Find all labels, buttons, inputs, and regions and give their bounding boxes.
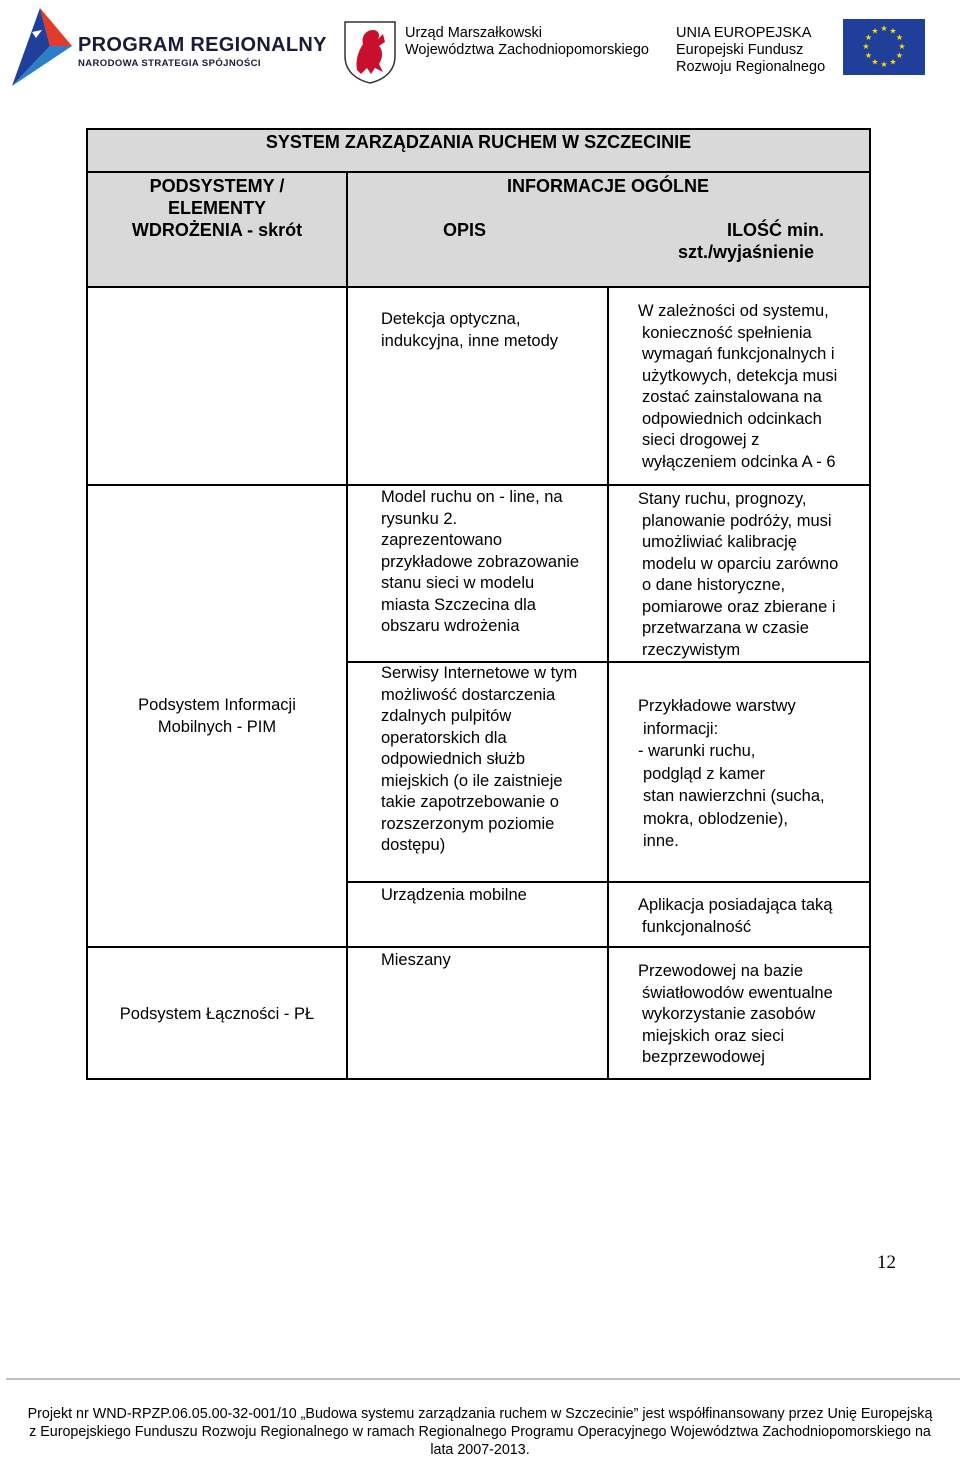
footer-divider xyxy=(6,1378,960,1380)
svg-text:★: ★ xyxy=(862,42,870,51)
griffin-coat-of-arms xyxy=(343,20,397,84)
svg-text:★: ★ xyxy=(895,51,904,60)
svg-text:★: ★ xyxy=(871,57,879,67)
internet-services-ilosc: Przykładowe warstwy informacji: - warunki ruchu, podgląd z kamer stan nawierzchni (sucha, mokra, oblodzenie), inne. xyxy=(638,697,825,850)
svg-text:★: ★ xyxy=(880,24,888,33)
border xyxy=(347,881,871,883)
pl-ilosc: Przewodowej na bazie światłowodów ewentualne wykorzystanie zasobów miejskich oraz sieci bezprzewodowej xyxy=(638,962,833,1066)
footer-text xyxy=(0,1405,960,1459)
ue-line1: UNIA EUROPEJSKA xyxy=(676,25,812,41)
program-regionalny-logo xyxy=(6,6,336,90)
traffic-model-opis: Model ruchu on - line, na rysunku 2. zaprezentowano przykładowe zobrazowanie stanu sieci w modelu miasta Szczecina dla obszaru wdrożenia xyxy=(381,488,580,635)
svg-text:★: ★ xyxy=(895,33,904,42)
pim-label: Podsystem Informacji Mobilnych - PIM xyxy=(138,696,296,736)
footer-line2: z Europejskiego Funduszu Rozwoju Regionalnego w ramach Regionalnego Programu Operacyjnego Województwa Zachodniopomorskiego na xyxy=(29,1424,931,1440)
mobile-devices-opis: Urządzenia mobilne xyxy=(381,886,527,904)
traffic-model-ilosc: Stany ruchu, prognozy, planowanie podróży, musi umożliwiać kalibrację modelu w oparciu zarówno o dane historyczne, pomiarowe oraz zbierane i przetwarzana w czasie rzeczywistym xyxy=(638,490,839,659)
svg-text:★: ★ xyxy=(898,42,906,51)
ue-line3: Rozwoju Regionalnego xyxy=(676,59,826,75)
detection-ilosc: W zależności od systemu, konieczność spełnienia wymagań funkcjonalnych i użytkowych, detekcja musi zostać zainstalowana na odpowiednich odcinkach sieci drogowej z wyłączeniem odcinka A - 6 xyxy=(638,302,838,471)
border xyxy=(86,484,871,486)
border xyxy=(869,128,871,1080)
program-title: PROGRAM REGIONALNY xyxy=(78,34,327,56)
griffin-icon xyxy=(343,20,397,84)
ue-line2: Europejski Fundusz xyxy=(676,42,804,58)
urzad-marszalkowski-text xyxy=(405,25,649,59)
unia-europejska-text xyxy=(676,25,825,76)
page-number: 12 xyxy=(877,1252,896,1273)
svg-text:★: ★ xyxy=(864,51,873,60)
svg-text:★: ★ xyxy=(880,60,888,69)
urzad-line2: Województwa Zachodniopomorskiego xyxy=(405,42,649,58)
program-subtitle: NARODOWA STRATEGIA SPÓJNOŚCI xyxy=(78,58,261,69)
border xyxy=(86,128,871,130)
internet-services-opis: Serwisy Internetowe w tym możliwość dostarczenia zdalnych pulpitów operatorskich dla odpowiednich służb miejskich (o ile zaistnieje takie zapotrzebowanie o rozszerzonym poziomie dostępu) xyxy=(381,664,578,854)
mobile-devices-ilosc: Aplikacja posiadająca taką funkcjonalność xyxy=(638,896,833,936)
svg-text:★: ★ xyxy=(871,26,879,36)
border xyxy=(346,172,348,1080)
eu-flag-icon xyxy=(843,19,925,75)
border xyxy=(86,171,871,173)
footer-line3: lata 2007-2013. xyxy=(430,1442,530,1458)
urzad-line1: Urząd Marszałkowski xyxy=(405,25,542,41)
footer-line1: Projekt nr WND-RPZP.06.05.00-32-001/10 „Budowa systemu zarządzania ruchem w Szczecinie” jest współfinansowany przez Unię Europejską xyxy=(27,1406,933,1422)
col1-header: PODSYSTEMY / ELEMENTY WDROŻENIA - skrót xyxy=(131,176,303,240)
pl-label: Podsystem Łączności - PŁ xyxy=(119,1005,315,1023)
table-title: SYSTEM ZARZĄDZANIA RUCHEM W SZCZECINIE xyxy=(265,132,692,152)
svg-text:★: ★ xyxy=(889,26,897,36)
svg-text:★: ★ xyxy=(889,57,897,67)
detection-opis: Detekcja optyczna, indukcyjna, inne metody xyxy=(381,310,559,350)
border xyxy=(86,1078,871,1080)
svg-text:★: ★ xyxy=(864,33,873,42)
eu-flag xyxy=(843,19,925,75)
border xyxy=(86,128,88,1080)
border xyxy=(86,946,871,948)
info-group-header: INFORMACJE OGÓLNE xyxy=(506,176,709,196)
ilosc-header: ILOŚĆ min. szt./wyjaśnienie xyxy=(678,220,825,262)
program-regionalny-icon xyxy=(6,6,76,90)
pl-opis: Mieszany xyxy=(381,951,451,969)
opis-header: OPIS xyxy=(443,220,487,240)
border xyxy=(86,286,871,288)
border xyxy=(607,286,609,1080)
